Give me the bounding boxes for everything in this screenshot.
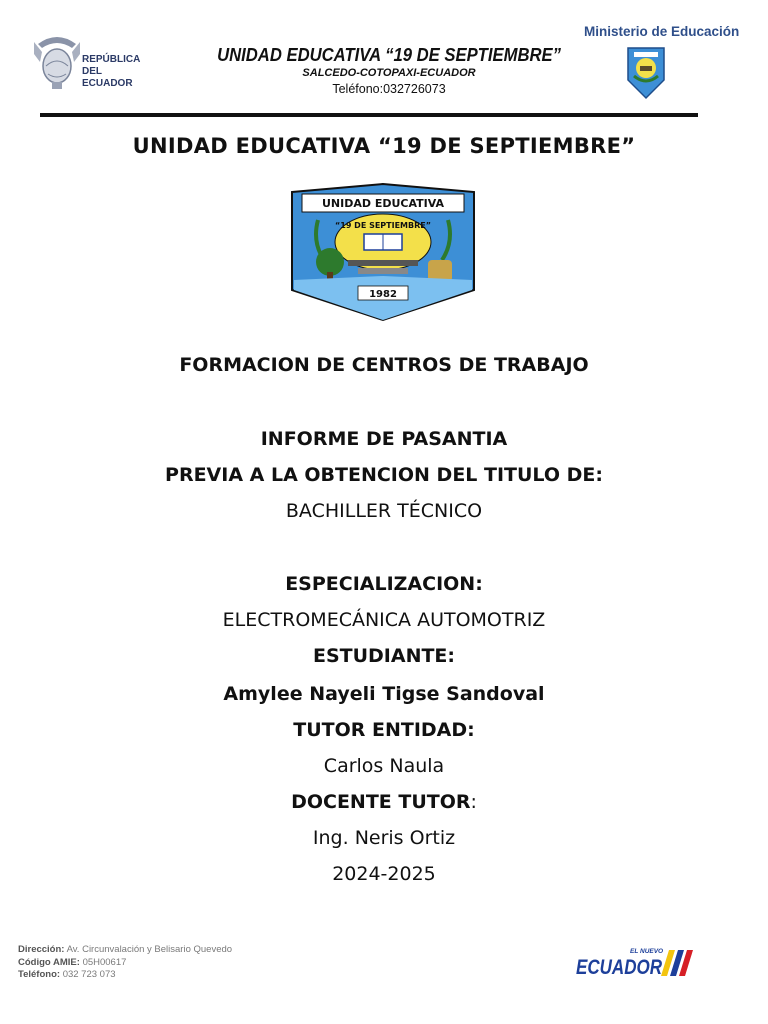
degree-value: BACHILLER TÉCNICO (285, 500, 483, 522)
republic-line-2: DEL ECUADOR (82, 66, 133, 89)
tutor-entity-name: Carlos Naula (323, 755, 445, 777)
ministry-shield-icon (626, 46, 666, 100)
footer-amie-value: 05H00617 (82, 956, 127, 968)
report-title: INFORME DE PASANTIA (260, 428, 508, 450)
footer-phone (18, 969, 232, 982)
school-crest-icon (288, 180, 478, 322)
tutor-entity-label: TUTOR ENTIDAD: (293, 719, 475, 741)
page-title: UNIDAD EDUCATIVA “19 DE SEPTIEMBRE” (132, 134, 636, 158)
brand-small-text: EL NUEVO (630, 948, 664, 955)
footer-address-label: Dirección: (18, 944, 65, 955)
specialization-label: ESPECIALIZACION: (285, 573, 483, 595)
specialization-value: ELECTROMECÁNICA AUTOMOTRIZ (222, 609, 546, 631)
program-title: FORMACION DE CENTROS DE TRABAJO (179, 354, 589, 376)
header-divider (40, 113, 698, 117)
header-location: SALCEDO-COTOPAXI-ECUADOR (302, 67, 476, 79)
teacher-label-line (0, 791, 768, 813)
crest-arc-text: “19 DE SEPTIEMBRE” (335, 221, 431, 230)
header-title-text: UNIDAD EDUCATIVA “19 DE SEPTIEMBRE” (217, 44, 561, 65)
footer-amie (18, 957, 232, 970)
footer-phone-value: 032 723 073 (62, 969, 116, 980)
ministry-label: Ministerio de Educación (584, 24, 740, 39)
student-label: ESTUDIANTE: (312, 645, 456, 667)
footer-amie-label: Código AMIE: (18, 956, 80, 968)
footer-contact (18, 944, 232, 982)
prior-title: PREVIA A LA OBTENCION DEL TITULO DE: (165, 464, 603, 486)
ecuador-brand-logo (574, 944, 704, 980)
footer-address-value: Av. Circunvalación y Belisario Quevedo (66, 944, 233, 955)
brand-text: ECUADOR (576, 956, 663, 979)
footer-phone-label: Teléfono: (18, 969, 61, 980)
period-value: 2024-2025 (332, 863, 436, 885)
teacher-label-colon: : (470, 791, 477, 813)
teacher-name: Ing. Neris Ortiz (312, 827, 456, 849)
footer-address (18, 944, 232, 957)
crest-year-text: 1982 (369, 289, 397, 300)
crest-banner-text: UNIDAD EDUCATIVA (321, 197, 445, 210)
header-phone: Teléfono:032726073 (332, 82, 446, 96)
student-name: Amylee Nayeli Tigse Sandoval (223, 683, 545, 705)
teacher-label: DOCENTE TUTOR (291, 791, 471, 813)
republic-line-1: REPÚBLICA (82, 54, 141, 65)
